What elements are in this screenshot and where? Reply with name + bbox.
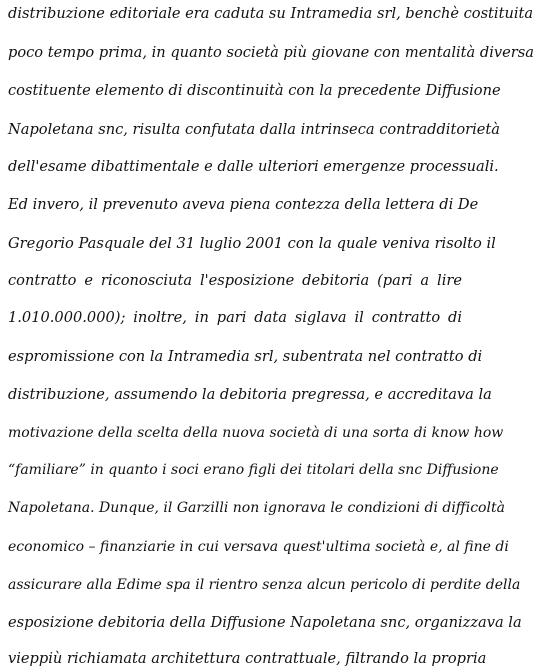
text-line: distribuzione editoriale era caduta su Intramedia srl, benchè costituita [8,5,534,22]
text-line: costituente elemento di discontinuità con la precedente Diffusione [8,82,501,99]
text-line: “familiare” in quanto i soci erano figli dei titolari della snc Diffusione [8,462,499,478]
text-line: 1.010.000.000); inoltre, in pari data siglava il contratto di [8,309,462,326]
text-line: contratto e riconosciuta l'esposizione debitoria (pari a lire [8,272,462,289]
text-line: assicurare alla Edime spa il rientro senza alcun pericolo di perdite della [8,577,521,593]
text-line: economico – finanziarie in cui versava quest'ultima società e, al fine di [8,539,509,555]
text-line: dell'esame dibattimentale e dalle ulteriori emergenze processuali. [8,158,499,175]
text-line: distribuzione, assumendo la debitoria pregressa, e accreditava la [8,386,492,403]
text-line: poco tempo prima, in quanto società più giovane con mentalità diversa [8,44,534,61]
text-line: vieppiù richiamata architettura contrattuale, filtrando la propria [8,650,487,667]
text-line: Gregorio Pasquale del 31 luglio 2001 con la quale veniva risolto il [8,235,496,252]
text-line: Napoletana snc, risulta confutata dalla intrinseca contradditorietà [8,121,500,138]
text-line: Napoletana. Dunque, il Garzilli non ignorava le condizioni di difficoltà [8,500,505,516]
text-line: motivazione della scelta della nuova società di una sorta di know how [8,425,504,441]
text-line: Ed invero, il prevenuto aveva piena contezza della lettera di De [8,196,479,213]
text-line: esposizione debitoria della Diffusione Napoletana snc, organizzava la [8,614,522,631]
text-line: espromissione con la Intramedia srl, subentrata nel contratto di [8,348,483,365]
